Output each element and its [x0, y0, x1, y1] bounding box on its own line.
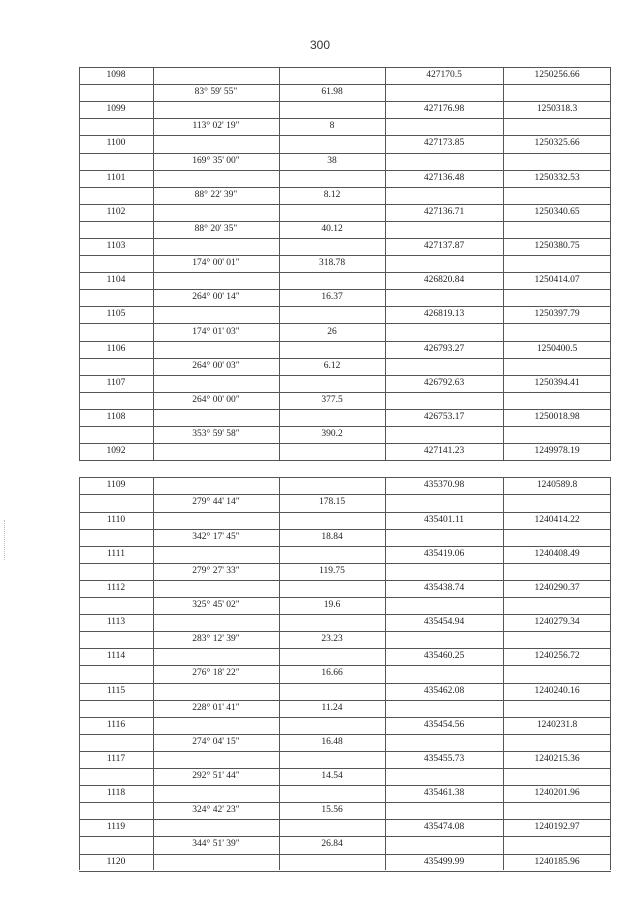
bearing-angle: 113° 02' 19" — [192, 121, 240, 132]
point-row — [79, 477, 611, 494]
bearing-angle: 83° 59' 55" — [194, 87, 238, 98]
bearing-angle: 276° 18' 22" — [192, 668, 240, 679]
point-id: 1119 — [106, 822, 126, 833]
coordinate-x: 435401.11 — [423, 514, 465, 525]
segment-distance: 38 — [327, 155, 337, 166]
segment-distance: 178.15 — [318, 497, 346, 508]
point-id: 1120 — [106, 856, 126, 867]
segment-row — [79, 734, 611, 751]
point-row — [79, 648, 611, 665]
point-id: 1111 — [107, 548, 125, 559]
point-row — [79, 375, 611, 392]
bearing-angle: 292° 51' 44" — [192, 771, 240, 781]
coordinate-y: 1250397.79 — [534, 309, 580, 320]
coordinate-y: 1240185.96 — [534, 856, 580, 867]
point-id: 1116 — [106, 719, 126, 730]
coordinate-y: 1250400.5 — [536, 343, 578, 354]
coordinate-x: 435454.94 — [423, 617, 465, 628]
coordinate-y: 1250394.41 — [534, 377, 580, 388]
segment-row — [79, 665, 611, 682]
column-divider — [79, 477, 80, 870]
point-row — [79, 443, 611, 460]
column-divider — [385, 477, 386, 870]
point-row — [79, 306, 611, 323]
segment-row — [79, 324, 611, 341]
point-id: 1114 — [106, 651, 126, 662]
point-id: 1110 — [106, 514, 126, 525]
segment-distance: 8.12 — [323, 189, 341, 200]
point-row — [79, 717, 611, 734]
bearing-angle: 279° 44' 14" — [192, 497, 240, 508]
segment-row — [79, 118, 611, 135]
segment-distance: 61.98 — [321, 87, 343, 98]
segment-distance: 14.54 — [321, 771, 343, 781]
segment-distance: 11.24 — [321, 702, 343, 713]
coordinate-x: 426820.84 — [423, 275, 465, 286]
coordinate-x: 427136.48 — [423, 172, 465, 183]
segment-distance: 16.66 — [321, 668, 343, 679]
coordinate-x: 435454.56 — [423, 719, 465, 730]
bearing-angle: 174° 00' 01" — [192, 258, 240, 269]
point-id: 1112 — [106, 582, 126, 593]
bearing-angle: 264° 00' 00" — [192, 394, 240, 405]
coordinate-x: 435370.98 — [423, 480, 465, 491]
coordinate-x: 427141.23 — [423, 446, 465, 457]
point-row — [79, 580, 611, 597]
point-id: 1108 — [106, 412, 126, 422]
segment-row — [79, 426, 611, 443]
segment-row — [79, 255, 611, 272]
point-id: 1092 — [106, 446, 126, 457]
scan-margin-mark — [4, 520, 7, 560]
bearing-angle: 353° 59' 58" — [192, 429, 240, 440]
column-divider — [503, 477, 504, 870]
coordinate-x: 435461.38 — [423, 788, 465, 799]
coordinate-y: 1250318.3 — [536, 104, 578, 115]
row-divider — [79, 871, 611, 872]
bearing-angle: 174° 01' 03" — [192, 326, 240, 337]
point-row — [79, 238, 611, 255]
bearing-angle: 88° 20' 35" — [194, 223, 238, 234]
coordinate-x: 435499.99 — [423, 856, 465, 867]
coordinate-y: 1240408.49 — [534, 548, 580, 559]
coordinate-x: 426819.13 — [423, 309, 465, 320]
point-id: 1118 — [106, 788, 126, 799]
point-row — [79, 170, 611, 187]
coordinate-x: 435438.74 — [423, 582, 465, 593]
segment-row — [79, 597, 611, 614]
coordinate-x: 435474.08 — [423, 822, 465, 833]
coordinate-y: 1250256.66 — [534, 70, 580, 80]
coordinate-y: 1240589.8 — [536, 480, 578, 491]
bearing-angle: 88° 22' 39" — [194, 189, 238, 200]
point-id: 1117 — [106, 753, 126, 764]
point-id: 1106 — [106, 343, 126, 354]
coordinate-x: 426753.17 — [423, 412, 465, 422]
segment-row — [79, 768, 611, 785]
coordinate-y: 1240290.37 — [534, 582, 580, 593]
segment-distance: 15.56 — [321, 805, 343, 816]
bearing-angle: 264° 00' 14" — [192, 292, 240, 303]
coordinate-y: 1240192.97 — [534, 822, 580, 833]
coordinate-x: 427170.5 — [426, 70, 462, 80]
bearing-angle: 228° 01' 41" — [192, 702, 240, 713]
point-row — [79, 614, 611, 631]
column-divider — [79, 67, 80, 460]
point-id: 1102 — [106, 206, 126, 217]
segment-row — [79, 187, 611, 204]
column-divider — [279, 67, 280, 460]
segment-distance: 23.23 — [321, 634, 343, 645]
segment-row — [79, 221, 611, 238]
column-divider — [503, 67, 504, 460]
point-row — [79, 785, 611, 802]
point-row — [79, 546, 611, 563]
coordinate-y: 1240201.96 — [534, 788, 580, 799]
segment-distance: 6.12 — [323, 360, 341, 371]
point-row — [79, 67, 611, 84]
coordinate-y: 1250325.66 — [534, 138, 580, 149]
column-divider — [153, 67, 154, 460]
column-divider — [385, 67, 386, 460]
segment-distance: 8 — [329, 121, 335, 132]
segment-distance: 390.2 — [321, 429, 343, 440]
bearing-angle: 169° 35' 00" — [192, 155, 240, 166]
point-row — [79, 204, 611, 221]
coordinate-y: 1240279.34 — [534, 617, 580, 628]
coordinate-y: 1250414.07 — [534, 275, 580, 286]
segment-distance: 318.78 — [318, 258, 346, 269]
coordinate-y: 1250332.53 — [534, 172, 580, 183]
segment-distance: 16.37 — [321, 292, 343, 303]
point-row — [79, 854, 611, 871]
coordinate-y: 1249978.19 — [534, 446, 580, 457]
point-row — [79, 683, 611, 700]
coordinate-x: 435460.25 — [423, 651, 465, 662]
column-divider — [610, 477, 611, 870]
point-row — [79, 272, 611, 289]
segment-row — [79, 700, 611, 717]
coordinate-y: 1240414.22 — [534, 514, 580, 525]
point-id: 1099 — [106, 104, 126, 115]
segment-distance: 40.12 — [321, 223, 343, 234]
column-divider — [153, 477, 154, 870]
bearing-angle: 324° 42' 23" — [192, 805, 240, 816]
segment-distance: 19.6 — [323, 600, 341, 610]
segment-distance: 26.84 — [321, 839, 343, 850]
coordinate-y: 1240256.72 — [534, 651, 580, 662]
bearing-angle: 274° 04' 15" — [192, 736, 240, 747]
point-id: 1103 — [106, 241, 126, 251]
bearing-angle: 264° 00' 03" — [192, 360, 240, 371]
point-id: 1109 — [106, 480, 126, 491]
bearing-angle: 344° 51' 39" — [192, 839, 240, 850]
coordinate-y: 1240231.8 — [536, 719, 578, 730]
point-id: 1105 — [106, 309, 126, 320]
segment-distance: 377.5 — [321, 394, 343, 405]
segment-row — [79, 802, 611, 819]
coordinate-y: 1250340.65 — [534, 206, 580, 217]
bearing-angle: 279° 27' 33" — [192, 565, 240, 576]
coordinate-y: 1240215.36 — [534, 753, 580, 764]
coordinate-x: 427176.98 — [423, 104, 465, 115]
point-row — [79, 135, 611, 152]
point-id: 1113 — [106, 617, 126, 628]
point-id: 1098 — [106, 70, 126, 80]
segment-row — [79, 631, 611, 648]
coordinate-x: 427137.87 — [423, 241, 465, 251]
segment-distance: 18.84 — [321, 531, 343, 542]
point-id: 1104 — [106, 275, 126, 286]
segment-row — [79, 84, 611, 101]
point-row — [79, 409, 611, 426]
point-row — [79, 819, 611, 836]
coordinate-x: 426792.63 — [423, 377, 465, 388]
segment-row — [79, 494, 611, 511]
coordinate-x: 426793.27 — [423, 343, 465, 354]
segment-row — [79, 392, 611, 409]
bearing-angle: 342° 17' 45" — [192, 531, 240, 542]
segment-row — [79, 836, 611, 853]
coordinate-x: 435455.73 — [423, 753, 465, 764]
coordinate-x: 427173.85 — [423, 138, 465, 149]
page-number: 300 — [309, 38, 331, 52]
column-divider — [610, 67, 611, 460]
point-row — [79, 101, 611, 118]
coordinate-y: 1250380.75 — [534, 241, 580, 251]
segment-row — [79, 358, 611, 375]
segment-distance: 26 — [327, 326, 337, 337]
coordinate-x: 435462.08 — [423, 685, 465, 696]
coordinate-y: 1250018.98 — [534, 412, 580, 422]
segment-row — [79, 529, 611, 546]
point-id: 1115 — [106, 685, 126, 696]
row-divider — [79, 460, 611, 461]
segment-row — [79, 153, 611, 170]
segment-row — [79, 289, 611, 306]
bearing-angle: 325° 45' 02" — [192, 600, 240, 610]
coordinate-y: 1240240.16 — [534, 685, 580, 696]
point-id: 1100 — [106, 138, 126, 149]
coordinate-x: 427136.71 — [423, 206, 465, 217]
column-divider — [279, 477, 280, 870]
point-id: 1107 — [106, 377, 126, 388]
point-id: 1101 — [106, 172, 126, 183]
bearing-angle: 283° 12' 39" — [192, 634, 240, 645]
segment-row — [79, 563, 611, 580]
point-row — [79, 512, 611, 529]
coordinate-x: 435419.06 — [423, 548, 465, 559]
point-row — [79, 341, 611, 358]
segment-distance: 119.75 — [319, 565, 345, 576]
segment-distance: 16.48 — [321, 736, 343, 747]
point-row — [79, 751, 611, 768]
